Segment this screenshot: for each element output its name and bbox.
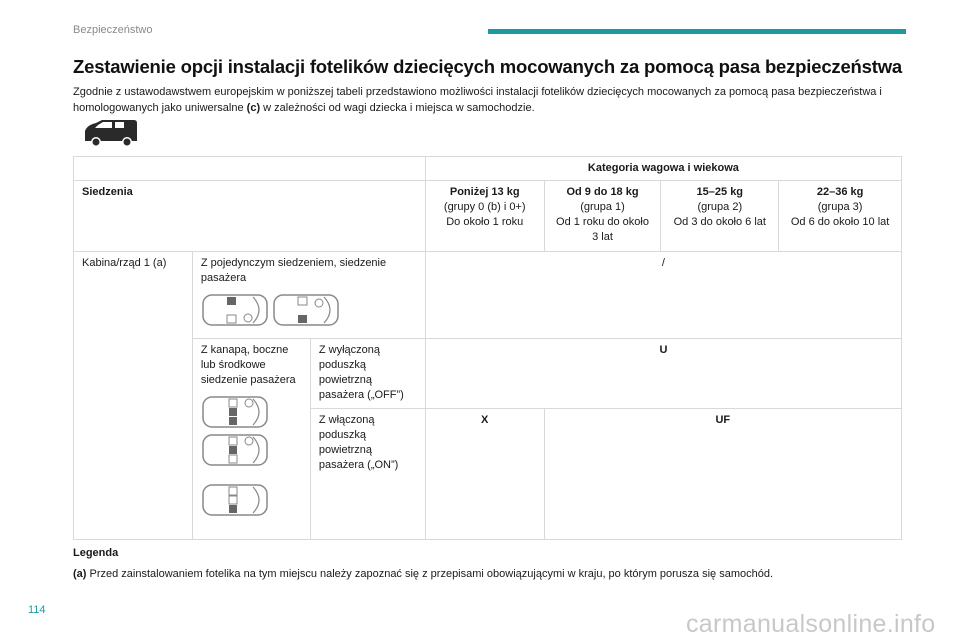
single-seat-value: / xyxy=(425,252,901,339)
airbag-on-label: Z włączoną poduszką powietrzną pasażera („ON”) xyxy=(310,409,425,540)
bench-cell xyxy=(192,339,310,540)
group-label: (grupy 0 (b) i 0+) xyxy=(443,201,526,213)
group-header xyxy=(544,181,661,252)
watermark: carmanualsonline.info xyxy=(686,610,936,638)
group-header xyxy=(779,181,902,252)
row-label: Kabina/rząd 1 (a) xyxy=(74,252,193,540)
group-header xyxy=(425,181,544,252)
car-topview-icon xyxy=(201,482,269,518)
group-label: (grupa 3) xyxy=(817,201,863,213)
legend-a-key: (a) xyxy=(73,568,87,580)
group-weight: Poniżej 13 kg xyxy=(449,186,520,198)
intro-text-2: w zależności od wagi dziecka i miejsca w samochodzie. xyxy=(260,102,535,114)
car-topview-icon xyxy=(201,292,269,328)
single-seat-label: Z pojedynczym siedzeniem, siedzenie pasażera xyxy=(200,257,387,284)
table-row xyxy=(74,339,902,409)
seats-header: Siedzenia xyxy=(74,181,426,252)
empty-header-cell xyxy=(74,157,426,181)
group-age: Od 1 roku do około 3 lat xyxy=(556,216,649,243)
group-label: (grupa 2) xyxy=(697,201,743,213)
group-age: Do około 1 roku xyxy=(446,216,524,228)
van-icon xyxy=(80,117,140,149)
group-weight: Od 9 do 18 kg xyxy=(566,186,639,198)
car-topview-icon xyxy=(201,432,269,468)
group-weight: 15–25 kg xyxy=(696,186,744,198)
legend-a-text: Przed zainstalowaniem fotelika na tym miejscu należy zapoznać się z przepisami obowiązującymi w kraju, po którym porusza się samochód. xyxy=(86,568,774,580)
table-row xyxy=(74,181,902,252)
bench-diagrams xyxy=(201,394,302,518)
table-row xyxy=(74,252,902,339)
single-seat-diagrams xyxy=(201,292,417,328)
category-header: Kategoria wagowa i wiekowa xyxy=(425,157,901,181)
group-label: (grupa 1) xyxy=(580,201,625,213)
group-weight: 22–36 kg xyxy=(816,186,864,198)
legend-title: Legenda xyxy=(73,547,119,559)
car-topview-icon xyxy=(201,394,269,430)
legend-item-a xyxy=(73,568,773,580)
page-title: Zestawienie opcji instalacji fotelików dziecięcych mocowanych za pomocą pasa bezpieczeństwa xyxy=(73,56,902,77)
group-header xyxy=(661,181,779,252)
group-age: Od 6 do około 10 lat xyxy=(790,216,890,228)
table-row xyxy=(74,157,902,181)
child-seat-table xyxy=(73,156,902,540)
group-age: Od 3 do około 6 lat xyxy=(673,216,766,228)
airbag-on-value-group0: X xyxy=(425,409,544,540)
bench-label: Z kanapą, boczne lub środkowe siedzenie pasażera xyxy=(200,344,296,386)
header-accent-bar xyxy=(488,29,906,34)
page-number: 114 xyxy=(28,604,46,616)
intro-paragraph xyxy=(73,84,908,116)
airbag-off-value: U xyxy=(425,339,901,409)
airbag-on-value-rest: UF xyxy=(544,409,901,540)
car-topview-icon xyxy=(272,292,340,328)
single-seat-cell xyxy=(192,252,425,339)
section-label: Bezpieczeństwo xyxy=(73,24,153,36)
intro-text-1: Zgodnie z ustawodawstwem europejskim w poniższej tabeli przedstawiono możliwości instalacji fotelików dziecięcych mocowanych za pomocą pasa bezpieczeństwa i homologowanych jako uniwersalne xyxy=(73,86,882,114)
airbag-off-label: Z wyłączoną poduszką powietrzną pasażera („OFF”) xyxy=(310,339,425,409)
intro-ref: (c) xyxy=(246,102,261,114)
